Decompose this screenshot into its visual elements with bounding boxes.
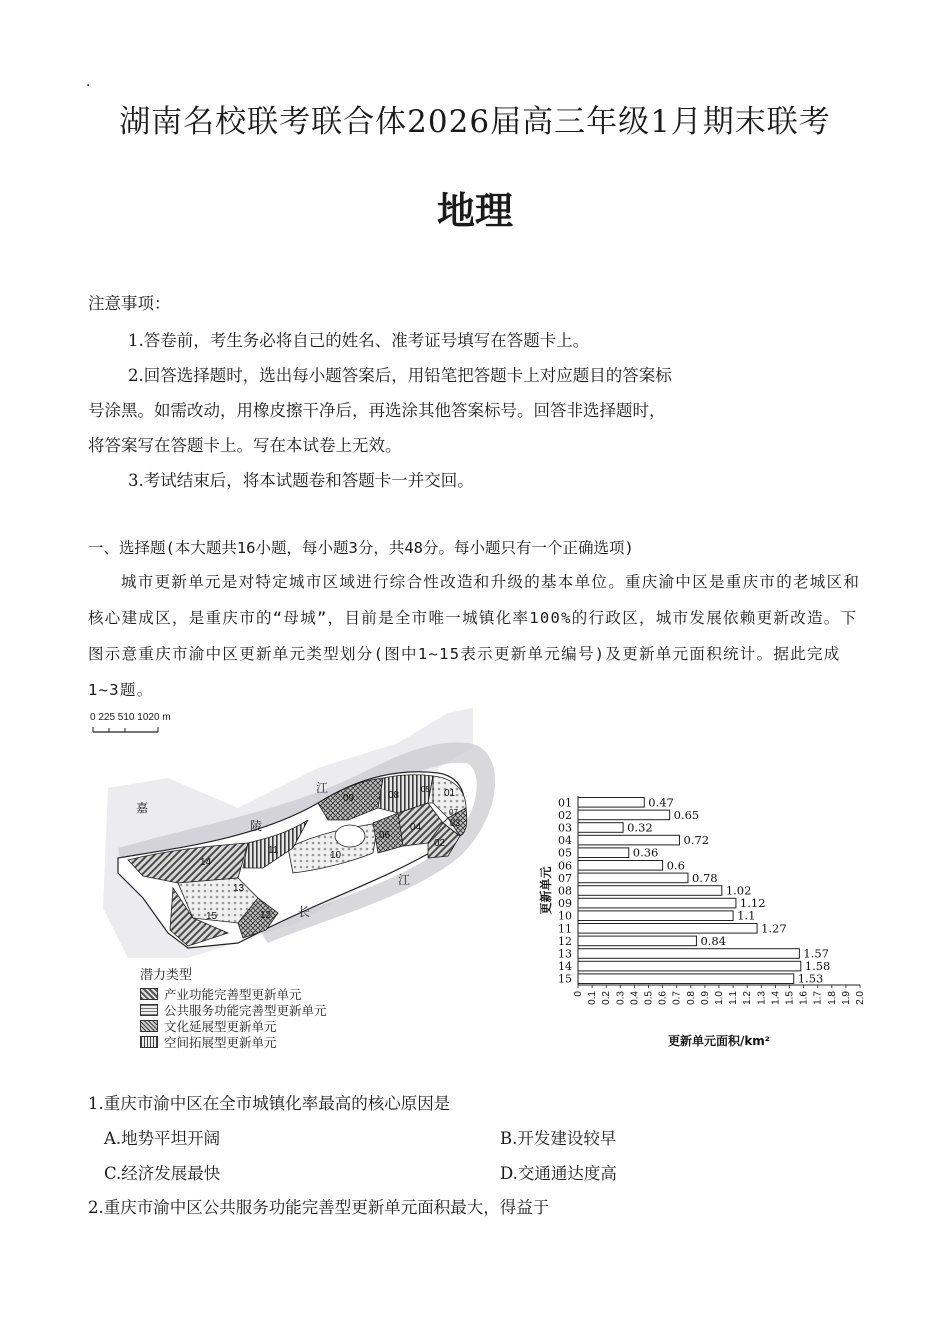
bar-value-label: 1.27 <box>761 921 787 936</box>
map-unit-label-02: 02 <box>434 838 446 849</box>
exam-title: 湖南名校联考联合体2026届高三年级1月期末联考 <box>119 104 831 140</box>
x-tick-label: 0.5 <box>643 991 655 1005</box>
river-label-jia: 嘉 <box>136 801 149 815</box>
bar <box>578 974 794 984</box>
river-label-jiang-1: 江 <box>316 781 329 795</box>
bar-value-label: 1.02 <box>725 883 752 898</box>
category-label: 03 <box>558 821 572 835</box>
bar <box>578 873 688 883</box>
legend-row-industry <box>140 986 327 1002</box>
bar-value-label: 1.1 <box>737 908 756 923</box>
bar-value-label: 0.6 <box>666 858 685 873</box>
x-axis-title: 更新单元面积/km² <box>667 1034 771 1048</box>
category-label: 02 <box>558 808 572 822</box>
x-tick-label: 1.4 <box>770 991 782 1005</box>
section-heading: 一、选择题(本大题共16小题，每小题3分，共48分。每小题只有一个正确选项) <box>88 539 634 557</box>
question-1-option-a[interactable]: A.地势平坦开阔 <box>104 1129 221 1148</box>
map-unit-label-10: 10 <box>330 850 342 861</box>
bar <box>578 898 736 908</box>
map-blank-area <box>335 825 365 847</box>
bar <box>578 798 644 808</box>
bar <box>578 924 757 934</box>
map-unit-label-08: 08 <box>388 790 400 801</box>
map-unit-label-03: 03 <box>450 818 461 828</box>
bar <box>578 810 670 820</box>
x-tick-label: 0.3 <box>615 991 627 1005</box>
category-label: 06 <box>558 859 572 873</box>
legend-row-space <box>140 1034 327 1050</box>
bar <box>578 823 623 833</box>
legend-label-public-service: 公共服务功能完善型更新单元 <box>164 1003 327 1018</box>
notice-item-2-line-2: 号涂黑。如需改动，用橡皮擦干净后，再选涂其他答案标号。回答非选择题时， <box>88 401 666 420</box>
bar-value-label: 1.53 <box>797 971 824 986</box>
legend-swatch-industry <box>140 988 158 1000</box>
notice-item-2-line-3: 将答案写在答题卡上。写在本试卷上无效。 <box>88 436 402 455</box>
map-scale-label: 0 225 510 1020 m <box>90 712 171 723</box>
x-tick-label: 1.6 <box>798 991 810 1005</box>
category-label: 10 <box>558 909 572 923</box>
map-unit-label-04: 04 <box>410 822 422 833</box>
question-1-stem: 1.重庆市渝中区在全市城镇化率最高的核心原因是 <box>88 1094 451 1113</box>
x-tick-label: 1.8 <box>826 991 838 1005</box>
map-unit-label-12: 12 <box>260 910 272 921</box>
x-tick-label: 1.9 <box>840 991 852 1005</box>
map-unit-label-13: 13 <box>233 883 245 894</box>
bar-value-label: 0.72 <box>683 833 710 848</box>
bar <box>578 911 733 921</box>
map-unit-label-01: 01 <box>444 788 456 799</box>
river-label-jiang-2: 江 <box>398 873 411 887</box>
map-unit-label-14: 14 <box>200 857 212 868</box>
x-tick-label: 1.0 <box>714 991 725 1005</box>
notice-heading: 注意事项： <box>88 294 171 313</box>
notice-item-2-line-1: 2.回答选择题时，选出每小题答案后，用铅笔把答题卡上对应题目的答案标 <box>128 366 672 385</box>
river-label-ling: 陵 <box>250 819 263 833</box>
bar-value-label: 0.78 <box>691 870 718 885</box>
district-map-figure <box>88 708 528 1058</box>
category-label: 12 <box>558 934 572 948</box>
x-tick-label: 0.4 <box>629 991 641 1005</box>
bar-value-label: 1.12 <box>739 896 766 911</box>
bar-value-label: 0.84 <box>700 933 727 948</box>
category-label: 11 <box>558 922 572 936</box>
map-unit-label-15: 15 <box>206 911 218 922</box>
bar <box>578 835 680 845</box>
x-tick-label: 2.0 <box>855 991 866 1005</box>
category-label: 14 <box>558 960 572 974</box>
bar-value-label: 0.36 <box>632 845 659 860</box>
map-unit-label-11: 11 <box>268 845 279 856</box>
x-tick-label: 0.8 <box>685 991 697 1005</box>
subject-title: 地理 <box>436 189 513 233</box>
x-tick-label: 0.9 <box>699 991 711 1005</box>
notice-item-3: 3.考试结束后，将本试题卷和答题卡一并交回。 <box>128 471 474 490</box>
category-label: 15 <box>558 972 572 986</box>
bar <box>578 861 663 871</box>
x-tick-label: 0.1 <box>587 991 599 1005</box>
question-2-stem: 2.重庆市渝中区公共服务功能完善型更新单元面积最大，得益于 <box>88 1198 550 1217</box>
category-label: 01 <box>558 796 572 810</box>
question-1-option-c[interactable]: C.经济发展最快 <box>104 1164 221 1183</box>
x-tick-label: 0.6 <box>657 991 669 1005</box>
legend-label-space: 空间拓展型更新单元 <box>164 1035 277 1050</box>
legend-row-public-service <box>140 1002 327 1018</box>
x-tick-label: 1.1 <box>728 991 740 1005</box>
bar <box>578 936 696 946</box>
map-unit-label-09: 09 <box>343 793 355 804</box>
question-1-option-b[interactable]: B.开发建设较早 <box>500 1129 617 1148</box>
category-label: 13 <box>558 947 572 961</box>
y-axis-title: 更新单元 <box>539 866 553 915</box>
river-label-chang: 长 <box>298 905 311 919</box>
legend-swatch-space <box>140 1036 158 1048</box>
bar-value-label: 1.58 <box>804 959 831 974</box>
question-1-option-d[interactable]: D.交通通达度高 <box>500 1164 617 1183</box>
bar <box>578 961 801 971</box>
legend-title: 潜力类型 <box>140 968 193 983</box>
unit-area-bar-chart <box>530 788 880 1063</box>
bar <box>578 848 629 858</box>
x-tick-label: 0.7 <box>671 991 683 1005</box>
legend-row-culture <box>140 1018 327 1034</box>
notice-item-1: 1.答卷前，考生务必将自己的姓名、准考证号填写在答题卡上。 <box>128 331 590 350</box>
bar <box>578 949 799 959</box>
x-tick-label: 1.2 <box>742 991 754 1005</box>
legend-label-industry: 产业功能完善型更新单元 <box>164 987 302 1002</box>
bar-value-label: 0.32 <box>627 820 653 835</box>
legend-swatch-public-service <box>140 1004 158 1016</box>
intro-paragraph: 城市更新单元是对特定城市区域进行综合性改造和升级的基本单位。重庆渝中区是重庆市的老城区和核心建成区，是重庆市的“母城”，目前是全市唯一城镇化率100%的行政区，城市发展依赖更新改造。下图示意重庆市渝中区更新单元类型划分(图中1~15表示更新单元编号)及更新单元面积统计。据此完成1~3题。 <box>88 573 861 699</box>
map-unit-label-07: 07 <box>449 808 458 817</box>
map-unit-label-05: 05 <box>421 785 430 794</box>
x-tick-label: 0 <box>573 991 584 997</box>
x-tick-label: 1.5 <box>784 991 796 1005</box>
category-label: 08 <box>558 884 572 898</box>
category-label: 07 <box>558 871 572 885</box>
corner-dot: · <box>86 78 91 94</box>
legend-swatch-culture <box>140 1020 158 1032</box>
bar-value-label: 0.65 <box>673 807 700 822</box>
bar-value-label: 0.47 <box>648 795 674 810</box>
map-legend <box>140 964 327 1050</box>
x-tick-label: 0.2 <box>601 991 613 1005</box>
legend-label-culture: 文化延展型更新单元 <box>164 1019 277 1034</box>
category-label: 04 <box>558 834 572 848</box>
x-tick-label: 1.3 <box>756 991 768 1005</box>
bar-value-label: 1.57 <box>803 946 829 961</box>
district-map <box>88 708 528 968</box>
category-label: 05 <box>558 846 572 860</box>
map-unit-label-06: 06 <box>379 830 391 841</box>
bar <box>578 886 722 896</box>
x-tick-label: 1.7 <box>812 991 824 1005</box>
category-label: 09 <box>558 897 572 911</box>
